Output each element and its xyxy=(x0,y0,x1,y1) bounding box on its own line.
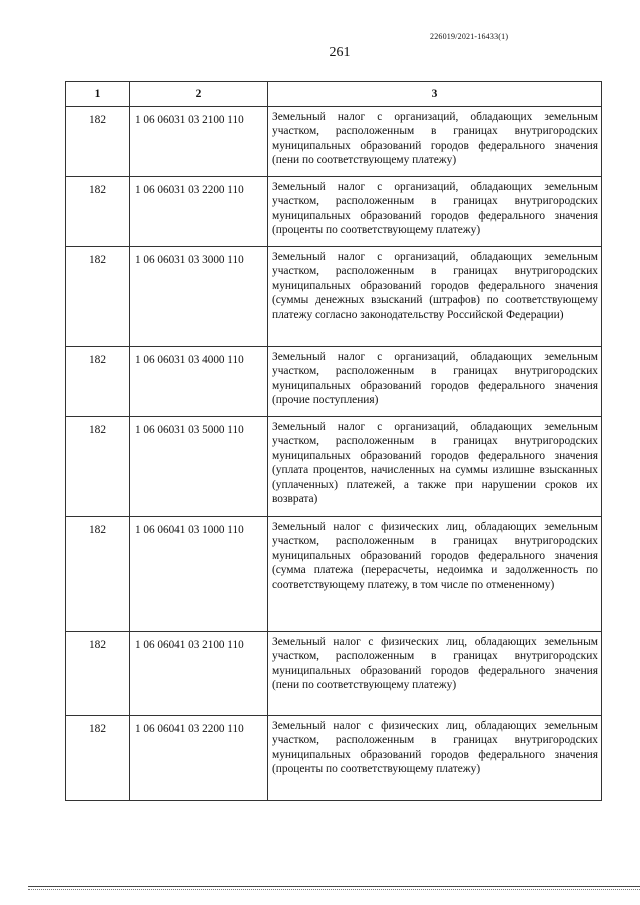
budget-code-cell: 1 06 06031 03 3000 110 xyxy=(130,247,268,347)
table-row xyxy=(66,632,602,716)
table-row xyxy=(66,716,602,801)
description-cell: Земельный налог с организаций, обладающих земельным участком, расположенным в границах внутригородских муниципальных образований городов федерального значения (пени по соответствующему платежу) xyxy=(268,107,602,177)
admin-code-cell: 182 xyxy=(66,107,130,177)
page-number: 261 xyxy=(329,45,351,60)
budget-code-cell: 1 06 06041 03 2100 110 xyxy=(130,632,268,716)
table-header xyxy=(66,82,602,107)
scan-edge-line xyxy=(28,889,640,890)
description-cell: Земельный налог с организаций, обладающих земельным участком, расположенным в границах внутригородских муниципальных образований городов федерального значения (суммы денежных взысканий (штрафов) по соответствующему платежу согласно законодательству Российской Федерации) xyxy=(268,247,602,347)
admin-code-cell: 182 xyxy=(66,632,130,716)
budget-code-cell: 1 06 06031 03 5000 110 xyxy=(130,417,268,517)
description-cell: Земельный налог с физических лиц, обладающих земельным участком, расположенным в границах внутригородских муниципальных образований городов федерального значения (проценты по соответствующему платежу) xyxy=(268,716,602,801)
column-header-1: 1 xyxy=(66,82,130,107)
column-header-2: 2 xyxy=(130,82,268,107)
table-row xyxy=(66,417,602,517)
table-row xyxy=(66,347,602,417)
description-cell: Земельный налог с физических лиц, обладающих земельным участком, расположенным в границах внутригородских муниципальных образований городов федерального значения (сумма платежа (перерасчеты, недоимка и задолженность по соответствующему платежу, в том числе по отмененному) xyxy=(268,517,602,632)
header-row xyxy=(66,82,602,107)
budget-code-cell: 1 06 06031 03 2100 110 xyxy=(130,107,268,177)
admin-code-cell: 182 xyxy=(66,517,130,632)
description-cell: Земельный налог с организаций, обладающих земельным участком, расположенным в границах внутригородских муниципальных образований городов федерального значения (уплата процентов, начисленных на суммы излишне взысканных (уплаченных) платежей, а также при нарушении сроков их возврата) xyxy=(268,417,602,517)
table-row xyxy=(66,177,602,247)
admin-code-cell: 182 xyxy=(66,247,130,347)
table-body xyxy=(66,107,602,801)
table-row xyxy=(66,247,602,347)
admin-code-cell: 182 xyxy=(66,347,130,417)
admin-code-cell: 182 xyxy=(66,716,130,801)
description-cell: Земельный налог с организаций, обладающих земельным участком, расположенным в границах внутригородских муниципальных образований городов федерального значения (проценты по соответствующему платежу) xyxy=(268,177,602,247)
table-row xyxy=(66,107,602,177)
budget-code-cell: 1 06 06041 03 2200 110 xyxy=(130,716,268,801)
revenue-code-table xyxy=(65,81,602,801)
description-cell: Земельный налог с организаций, обладающих земельным участком, расположенным в границах внутригородских муниципальных образований городов федерального значения (прочие поступления) xyxy=(268,347,602,417)
admin-code-cell: 182 xyxy=(66,177,130,247)
budget-code-cell: 1 06 06041 03 1000 110 xyxy=(130,517,268,632)
document-code: 226019/2021-16433(1) xyxy=(430,32,509,41)
scan-edge-line xyxy=(28,886,640,887)
table-row xyxy=(66,517,602,632)
budget-code-cell: 1 06 06031 03 4000 110 xyxy=(130,347,268,417)
budget-code-cell: 1 06 06031 03 2200 110 xyxy=(130,177,268,247)
column-header-3: 3 xyxy=(268,82,602,107)
admin-code-cell: 182 xyxy=(66,417,130,517)
description-cell: Земельный налог с физических лиц, обладающих земельным участком, расположенным в границах внутригородских муниципальных образований городов федерального значения (пени по соответствующему платежу) xyxy=(268,632,602,716)
